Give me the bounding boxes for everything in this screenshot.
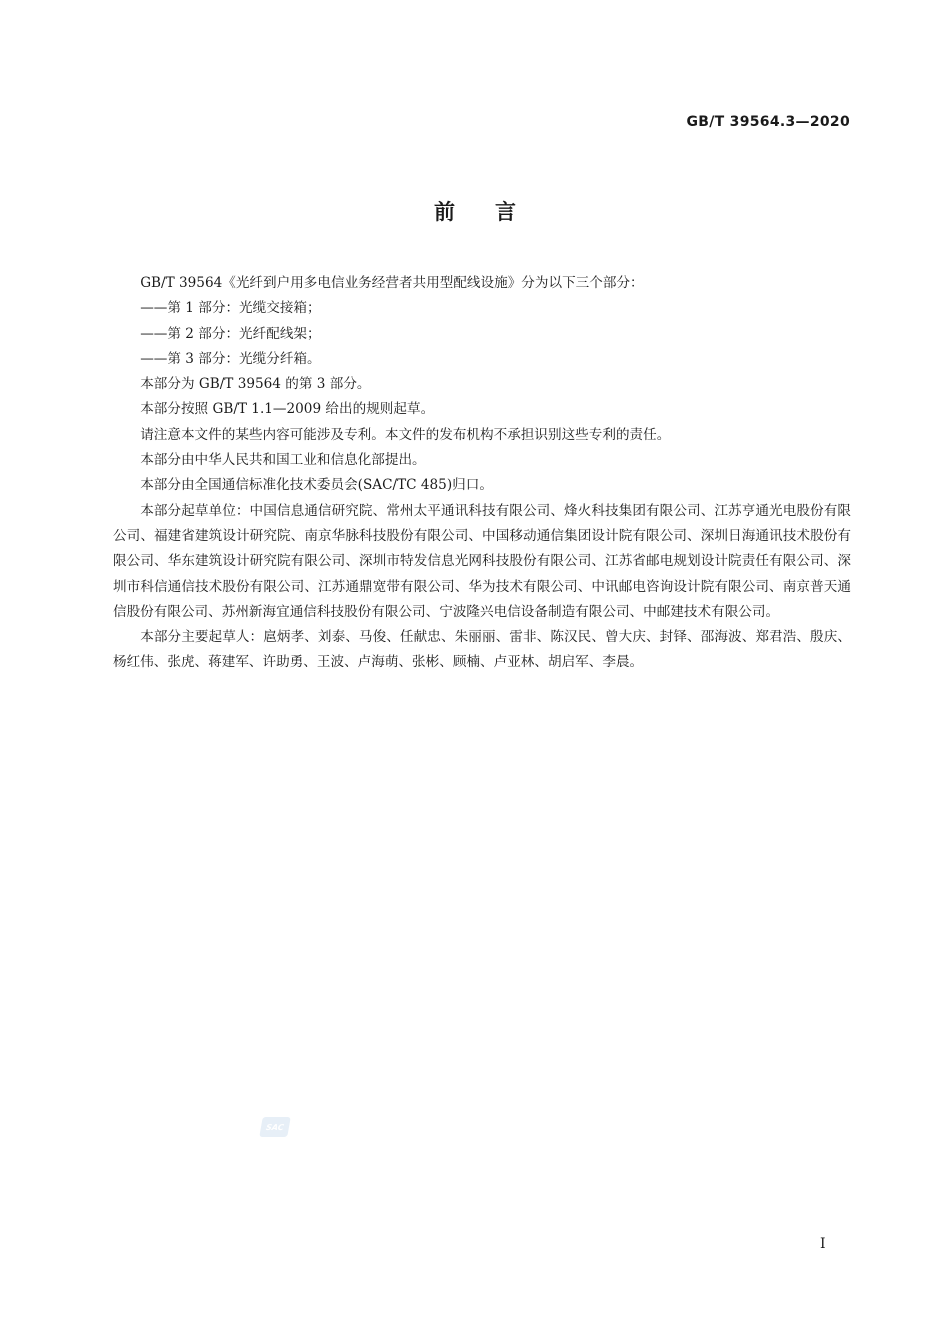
paragraph-patent-notice: 请注意本文件的某些内容可能涉及专利。本文件的发布机构不承担识别这些专利的责任。 [140,426,671,443]
page-title: 前言 [434,200,556,224]
standard-number: GB/T 39564.3—2020 [686,114,850,130]
paragraph-this-part: 本部分为 GB/T 39564 的第 3 部分。 [140,376,371,393]
paragraph-administrator: 本部分由全国通信标准化技术委员会(SAC/TC 485)归口。 [140,477,493,494]
sac-watermark-text: SAC [265,1122,285,1132]
list-item-part-1: ——第 1 部分：光缆交接箱； [140,300,321,317]
list-item-part-3: ——第 3 部分：光缆分纤箱。 [140,350,321,367]
list-item-part-2: ——第 2 部分：光纤配线架； [140,325,321,342]
sac-watermark-logo [259,1117,291,1137]
paragraph-drafting-rules: 本部分按照 GB/T 1.1—2009 给出的规则起草。 [140,401,435,418]
paragraph-parts-intro: GB/T 39564《光纤到户用多电信业务经营者共用型配线设施》分为以下三个部分： [140,275,644,291]
paragraph-drafting-organizations: 本部分起草单位：中国信息通信研究院、常州太平通讯科技有限公司、烽火科技集团有限公司、江苏亨通光电股份有限公司、福建省建筑设计研究院、南京华脉科技股份有限公司、中国移动通信集团设计院有限公司、深圳日海通讯技术股份有限公司、华东建筑设计研究院有限公司、深圳市特发信息光网科技股份有限公司、江苏省邮电规划设计院责任有限公司、深圳市科信通信技术股份有限公司、江苏通鼎宽带有限公司、华为技术有限公司、中讯邮电咨询设计院有限公司、南京普天通信股份有限公司、苏州新海宜通信科技股份有限公司、宁波隆兴电信设备制造有限公司、中邮建技术有限公司。 [113,502,851,620]
paragraph-proposer: 本部分由中华人民共和国工业和信息化部提出。 [140,452,426,469]
paragraph-drafters: 本部分主要起草人：扈炳孝、刘泰、马俊、任献忠、朱丽丽、雷非、陈汉民、曾大庆、封铎、邵海波、郑君浩、殷庆、杨红伟、张虎、蒋建军、许助勇、王波、卢海萌、张彬、顾楠、卢亚林、胡启军、李晨。 [113,629,851,671]
foreword-body [113,271,851,676]
page-number: I [820,1236,826,1252]
